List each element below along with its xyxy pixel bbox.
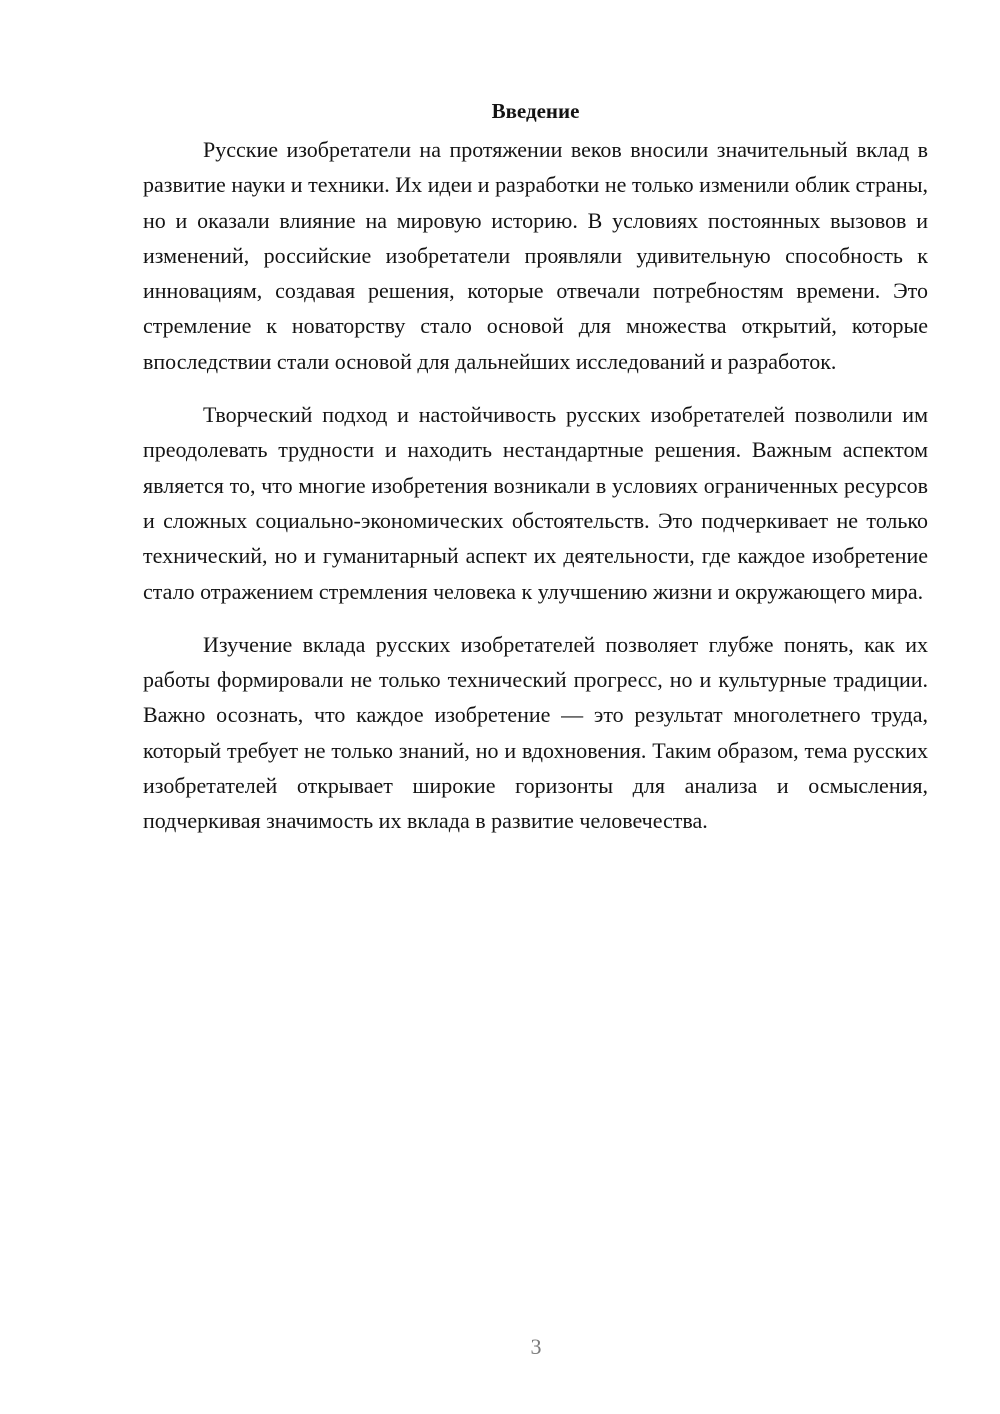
paragraph-3: Изучение вклада русских изобретателей позволяет глубже понять, как их работы формировали не только технический прогресс, но и культурные традиции. Важно осознать, что каждое изобретение — это результат многолетнего труда, который требует не только знаний, но и вдохновения. Таким образом, тема русских изобретателей открывает широкие горизонты для анализа и осмысления, подчеркивая значимость их вклада в развитие человечества. [143,631,928,834]
page-content [143,94,928,857]
page-number: 3 [530,1334,542,1359]
section-title: Введение [491,99,580,123]
paragraph-2: Творческий подход и настойчивость русских изобретателей позволили им преодолевать трудности и находить нестандартные решения. Важным аспектом является то, что многие изобретения возникали в условиях ограниченных ресурсов и сложных социально-экономических обстоятельств. Это подчеркивает не только технический, но и гуманитарный аспект их деятельности, где каждое изобретение стало отражением стремления человека к улучшению жизни и окружающего мира. [143,402,928,604]
paragraph-1: Русские изобретатели на протяжении веков вносили значительный вклад в развитие науки и техники. Их идеи и разработки не только изменили облик страны, но и оказали влияние на мировую историю. В условиях постоянных вызовов и изменений, российские изобретатели проявляли удивительную способность к инновациям, создавая решения, которые отвечали потребностям времени. Это стремление к новаторству стало основой для множества открытий, которые впоследствии стали основой для дальнейших исследований и разработок. [143,137,928,374]
